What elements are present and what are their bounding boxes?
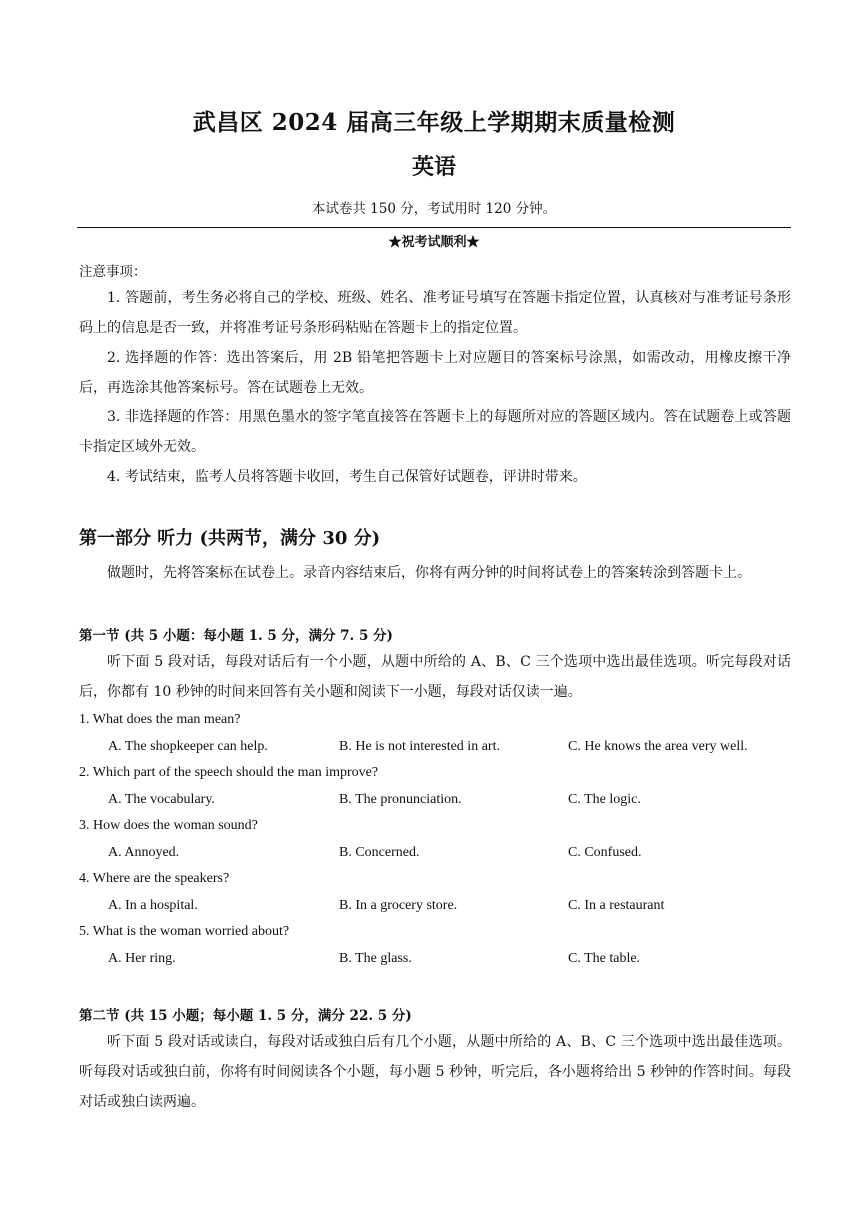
question-1-option-b: B. He is not interested in art. <box>339 739 500 754</box>
part1-intro: 做题时，先将答案标在试卷上。录音内容结束后，你将有两分钟的时间将试卷上的答案转涂到答题卡上。 <box>107 565 751 581</box>
question-2-stem: 2. Which part of the speech should the man improve? <box>79 765 379 780</box>
question-2-option-c: C. The logic. <box>568 792 641 807</box>
question-4-option-c: C. In a restaurant <box>568 898 665 913</box>
question-5-option-b: B. The glass. <box>339 951 412 966</box>
note-item-4: 4. 考试结束，监考人员将答题卡收回，考生自己保管好试题卷，评讲时带来。 <box>107 469 587 485</box>
question-5-stem: 5. What is the woman worried about? <box>79 924 290 939</box>
question-3-option-c: C. Confused. <box>568 845 642 860</box>
note-item-3: 3. 非选择题的作答：用黑色墨水的签字笔直接答在答题卡上的每题所对应的答题区域内。答在试题卷上或答题卡指定区域外无效。 <box>79 409 791 455</box>
exam-title: 武昌区 2024 届高三年级上学期期末质量检测 <box>192 109 676 136</box>
note-item-2: 2. 选择题的作答：选出答案后，用 2B 铅笔把答题卡上对应题目的答案标号涂黑，如需改动，用橡皮擦干净后，再选涂其他答案标号。答在试题卷上无效。 <box>79 350 791 396</box>
question-1-option-a: A. The shopkeeper can help. <box>108 739 268 754</box>
question-4-stem: 4. Where are the speakers? <box>79 871 230 886</box>
notes-title: 注意事项： <box>79 264 147 280</box>
question-3-option-b: B. Concerned. <box>339 845 420 860</box>
header-divider <box>77 227 791 228</box>
question-3-stem: 3. How does the woman sound? <box>79 818 258 833</box>
section2-intro: 听下面 5 段对话或读白，每段对话或独白后有几个小题，从题中所给的 A、B、C 三个选项中选出最佳选项。听每段对话或独白前，你将有时间阅读各个小题，每小题 5 秒钟，听完后，各小题将给出 5 秒钟的作答时间。每段对话或独白读两遍。 <box>79 1034 791 1110</box>
question-4-option-b: B. In a grocery store. <box>339 898 458 913</box>
question-4-option-a: A. In a hospital. <box>108 898 198 913</box>
question-1-option-c: C. He knows the area very well. <box>568 739 748 754</box>
section1-title: 第一节 (共 5 小题：每小题 1. 5 分，满分 7. 5 分) <box>79 628 393 644</box>
question-1-stem: 1. What does the man mean? <box>79 712 241 727</box>
good-luck-line: ★祝考试顺利★ <box>388 235 480 250</box>
question-2-option-b: B. The pronunciation. <box>339 792 462 807</box>
part1-title: 第一部分 听力 (共两节，满分 30 分) <box>79 528 381 549</box>
question-3-option-a: A. Annoyed. <box>108 845 180 860</box>
question-2-option-a: A. The vocabulary. <box>108 792 215 807</box>
note-item-1: 1. 答题前，考生务必将自己的学校、班级、姓名、准考证号填写在答题卡指定位置，认真核对与准考证号条形码上的信息是否一致，并将准考证号条形码粘贴在答题卡上的指定位置。 <box>79 290 791 336</box>
exam-info: 本试卷共 150 分，考试用时 120 分钟。 <box>311 201 557 217</box>
question-5-option-a: A. Her ring. <box>108 951 176 966</box>
section1-intro: 听下面 5 段对话，每段对话后有一个小题，从题中所给的 A、B、C 三个选项中选出最佳选项。听完每段对话后，你都有 10 秒钟的时间来回答有关小题和阅读下一小题，每段对话仅读一遍。 <box>79 654 791 700</box>
subject-title: 英语 <box>411 154 456 180</box>
question-5-option-c: C. The table. <box>568 951 641 966</box>
section2-title: 第二节 (共 15 小题；每小题 1. 5 分，满分 22. 5 分) <box>79 1008 412 1024</box>
